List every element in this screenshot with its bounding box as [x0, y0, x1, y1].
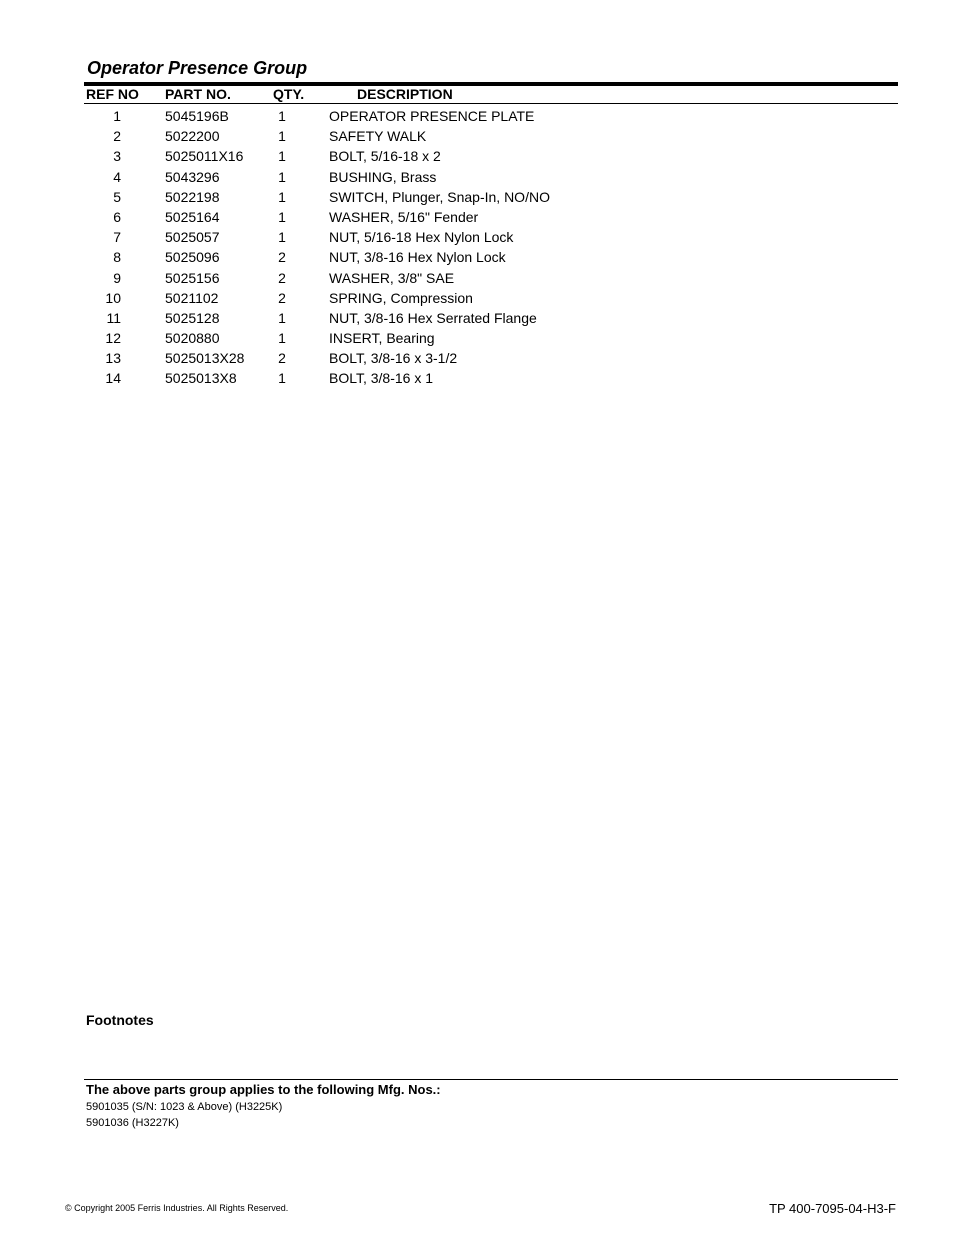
part-no-cell: 5022200: [165, 128, 220, 145]
part-no-cell: 5043296: [165, 168, 220, 185]
page-title: Operator Presence Group: [87, 58, 308, 78]
part-no-cell: 5025057: [165, 229, 220, 246]
table-row: [84, 126, 898, 146]
qty-cell: 1: [278, 370, 286, 387]
part-no-cell: 5025013X8: [165, 370, 237, 387]
description-cell: INSERT, Bearing: [329, 330, 435, 347]
table-row: [84, 348, 898, 368]
ref-no-cell: 10: [105, 289, 121, 306]
ref-no-cell: 8: [113, 249, 121, 266]
parts-table-body: [84, 106, 898, 389]
description-cell: BOLT, 5/16-18 x 2: [329, 148, 441, 165]
mfg-number-item: 5901036 (H3227K): [86, 1117, 179, 1129]
qty-cell: 2: [278, 289, 286, 306]
table-header: [84, 86, 898, 104]
mfg-number-list: [86, 1099, 282, 1131]
description-cell: NUT, 3/8-16 Hex Nylon Lock: [329, 249, 506, 266]
copyright-notice: © Copyright 2005 Ferris Industries. All Rights Reserved.: [65, 1203, 289, 1213]
qty-cell: 1: [278, 330, 286, 347]
qty-cell: 2: [278, 249, 286, 266]
description-cell: OPERATOR PRESENCE PLATE: [329, 108, 535, 124]
table-row: [84, 288, 898, 308]
ref-no-cell: 5: [113, 188, 121, 205]
ref-no-cell: 14: [105, 370, 121, 387]
part-no-cell: 5025011X16: [165, 148, 244, 165]
ref-no-cell: 9: [113, 269, 121, 286]
description-cell: SWITCH, Plunger, Snap-In, NO/NO: [329, 188, 550, 205]
part-no-cell: 5025156: [165, 269, 220, 286]
part-no-cell: 5025013X28: [165, 350, 245, 367]
ref-no-cell: 12: [105, 330, 121, 347]
ref-no-cell: 11: [106, 309, 121, 326]
table-row: [84, 167, 898, 187]
description-cell: BOLT, 3/8-16 x 1: [329, 370, 434, 387]
part-no-cell: 5025128: [165, 309, 220, 326]
description-cell: NUT, 5/16-18 Hex Nylon Lock: [329, 229, 514, 246]
ref-no-cell: 1: [113, 108, 121, 124]
applicability-divider: [84, 1079, 898, 1080]
footnotes-heading: Footnotes: [86, 1012, 154, 1028]
qty-cell: 1: [278, 168, 286, 185]
qty-cell: 1: [278, 188, 286, 205]
table-row: [84, 247, 898, 267]
header-ref-no: REF NO: [86, 86, 139, 102]
table-row: [84, 227, 898, 247]
table-row: [84, 187, 898, 207]
qty-cell: 1: [278, 309, 286, 326]
table-row: [84, 207, 898, 227]
table-row: [84, 106, 898, 126]
table-row: [84, 328, 898, 348]
part-no-cell: 5022198: [165, 188, 220, 205]
document-id: TP 400-7095-04-H3-F: [769, 1201, 896, 1216]
header-description: DESCRIPTION: [357, 86, 453, 102]
part-no-cell: 5021102: [165, 289, 219, 306]
header-part-no: PART NO.: [165, 86, 231, 102]
table-row: [84, 146, 898, 166]
qty-cell: 1: [278, 108, 286, 124]
qty-cell: 1: [278, 148, 286, 165]
ref-no-cell: 6: [113, 208, 121, 225]
mfg-number-item: 5901035 (S/N: 1023 & Above) (H3225K): [86, 1101, 283, 1113]
table-row: [84, 368, 898, 388]
part-no-cell: 5025164: [165, 208, 220, 225]
description-cell: BUSHING, Brass: [329, 168, 437, 185]
description-cell: WASHER, 3/8" SAE: [329, 269, 455, 286]
qty-cell: 1: [278, 208, 286, 225]
description-cell: SAFETY WALK: [329, 128, 427, 145]
qty-cell: 1: [278, 229, 286, 246]
ref-no-cell: 4: [113, 168, 121, 185]
ref-no-cell: 13: [105, 350, 121, 367]
part-no-cell: 5020880: [165, 330, 220, 347]
qty-cell: 2: [278, 350, 286, 367]
applicability-heading: The above parts group applies to the following Mfg. Nos.:: [86, 1082, 441, 1097]
qty-cell: 1: [278, 128, 286, 145]
description-cell: NUT, 3/8-16 Hex Serrated Flange: [329, 309, 537, 326]
description-cell: BOLT, 3/8-16 x 3-1/2: [329, 350, 458, 367]
ref-no-cell: 2: [113, 128, 121, 145]
ref-no-cell: 3: [113, 148, 121, 165]
description-cell: WASHER, 5/16" Fender: [329, 208, 479, 225]
table-row: [84, 308, 898, 328]
ref-no-cell: 7: [113, 229, 121, 246]
qty-cell: 2: [278, 269, 286, 286]
description-cell: SPRING, Compression: [329, 289, 473, 306]
table-row: [84, 268, 898, 288]
part-no-cell: 5045196B: [165, 108, 229, 124]
header-qty: QTY.: [273, 86, 305, 102]
part-no-cell: 5025096: [165, 249, 220, 266]
